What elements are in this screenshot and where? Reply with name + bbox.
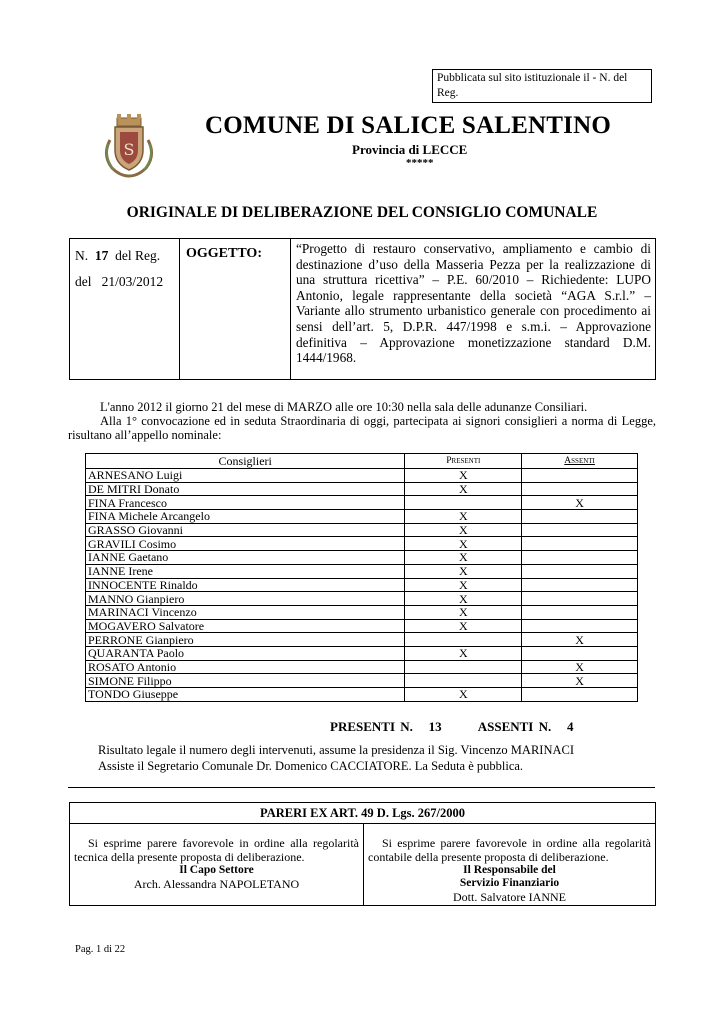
absent-mark bbox=[522, 619, 638, 633]
absent-mark: X bbox=[522, 660, 638, 674]
present-mark: X bbox=[405, 469, 522, 483]
present-mark: X bbox=[405, 523, 522, 537]
present-mark: X bbox=[405, 646, 522, 660]
technical-signer-title: Il Capo Settore bbox=[179, 864, 254, 876]
table-row bbox=[86, 482, 638, 496]
absent-mark bbox=[522, 605, 638, 619]
subject-label: OGGETTO: bbox=[186, 246, 262, 261]
table-row bbox=[86, 592, 638, 606]
date-value: 21/03/2012 bbox=[101, 274, 164, 289]
present-label: PRESENTI N. bbox=[330, 719, 413, 734]
councillor-name: FINA Francesco bbox=[86, 496, 405, 510]
province-line: Provincia di LECCE bbox=[352, 142, 468, 157]
councillor-name: GRAVILI Cosimo bbox=[86, 537, 405, 551]
present-mark bbox=[405, 660, 522, 674]
municipal-crest-icon bbox=[100, 110, 158, 178]
present-mark: X bbox=[405, 592, 522, 606]
table-row bbox=[86, 551, 638, 565]
header-presenti: Presenti bbox=[405, 454, 522, 469]
present-mark: X bbox=[405, 564, 522, 578]
absent-mark bbox=[522, 578, 638, 592]
table-row bbox=[86, 523, 638, 537]
table-row bbox=[86, 619, 638, 633]
table-row bbox=[86, 674, 638, 688]
absent-mark bbox=[522, 564, 638, 578]
technical-opinion-text: Si esprime parere favorevole in ordine alla regolarità tecnica della presente proposta di deliberazione. bbox=[74, 836, 359, 864]
number-prefix: N. bbox=[75, 248, 89, 263]
table-row bbox=[86, 469, 638, 483]
councillor-name: TONDO Giuseppe bbox=[86, 688, 405, 702]
document-title: ORIGINALE DI DELIBERAZIONE DEL CONSIGLIO COMUNALE bbox=[126, 204, 598, 221]
councillor-name: IANNE Gaetano bbox=[86, 551, 405, 565]
absent-mark bbox=[522, 551, 638, 565]
attendance-summary bbox=[330, 719, 574, 735]
table-row bbox=[86, 688, 638, 702]
councillor-name: FINA Michele Arcangelo bbox=[86, 510, 405, 524]
absent-mark: X bbox=[522, 633, 638, 647]
absent-mark bbox=[522, 592, 638, 606]
intro-line-1: L'anno 2012 il giorno 21 del mese di MARZO alle ore 10:30 nella sala delle adunanze Consiliari. bbox=[100, 400, 588, 414]
present-mark: X bbox=[405, 482, 522, 496]
present-mark: X bbox=[405, 605, 522, 619]
present-mark: X bbox=[405, 510, 522, 524]
present-mark bbox=[405, 674, 522, 688]
pareri-table bbox=[69, 802, 656, 906]
table-row bbox=[86, 578, 638, 592]
absent-mark bbox=[522, 469, 638, 483]
table-row bbox=[86, 646, 638, 660]
accounting-opinion-text: Si esprime parere favorevole in ordine alla regolarità contabile della presente proposta di deliberazione. bbox=[368, 836, 651, 864]
attendance-table bbox=[85, 453, 638, 702]
absent-count: 4 bbox=[567, 719, 574, 734]
registration-table bbox=[69, 238, 656, 380]
councillor-name: PERRONE Gianpiero bbox=[86, 633, 405, 647]
absent-mark bbox=[522, 510, 638, 524]
absent-mark: X bbox=[522, 674, 638, 688]
councillor-name: DE MITRI Donato bbox=[86, 482, 405, 496]
registration-date bbox=[75, 274, 163, 290]
table-row bbox=[86, 633, 638, 647]
table-row bbox=[86, 537, 638, 551]
header-assenti: Assenti bbox=[522, 454, 638, 469]
councillor-name: ROSATO Antonio bbox=[86, 660, 405, 674]
table-row bbox=[86, 564, 638, 578]
councillor-name: MOGAVERO Salvatore bbox=[86, 619, 405, 633]
registration-number bbox=[75, 248, 160, 264]
accounting-signer-name: Dott. Salvatore IANNE bbox=[453, 890, 566, 904]
councillor-name: GRASSO Giovanni bbox=[86, 523, 405, 537]
date-prefix: del bbox=[75, 274, 92, 289]
secretary-line: Assiste il Segretario Comunale Dr. Domenico CACCIATORE. La Seduta è pubblica. bbox=[98, 759, 524, 773]
header-consiglieri: Consiglieri bbox=[86, 454, 405, 469]
presidency-line: Risultato legale il numero degli intervenuti, assume la presidenza il Sig. Vincenzo MARINACI bbox=[98, 743, 575, 757]
svg-text:S: S bbox=[123, 140, 135, 159]
subject-text: “Progetto di restauro conservativo, ampliamento e cambio di destinazione d’uso della Masseria Pezza per la realizzazione di una struttura ricettiva” – P.E. 60/2010 – Richiedente: LUPO Antonio, legale rappresentante della società “AGA S.r.l.” – Variante allo strumento urbanistico generale con procedimento ai sensi dell’art. 5, D.P.R. 447/1998 e s.m.i. – Approvazione definitiva – Approvazione monetizzazione standard D.M. 1444/1968. bbox=[296, 241, 651, 366]
present-mark: X bbox=[405, 551, 522, 565]
pareri-technical bbox=[70, 823, 364, 905]
present-mark bbox=[405, 633, 522, 647]
absent-mark bbox=[522, 646, 638, 660]
absent-mark: X bbox=[522, 496, 638, 510]
registration-number-cell bbox=[70, 239, 180, 379]
present-mark: X bbox=[405, 537, 522, 551]
subject-label-cell bbox=[180, 239, 291, 379]
councillor-name: IANNE Irene bbox=[86, 564, 405, 578]
table-row bbox=[86, 496, 638, 510]
table-row bbox=[86, 510, 638, 524]
present-mark: X bbox=[405, 619, 522, 633]
pareri-accounting bbox=[364, 823, 655, 905]
accounting-signer-title-1: Il Responsabile del bbox=[463, 864, 556, 876]
number-value: 17 bbox=[94, 248, 109, 263]
absent-mark bbox=[522, 523, 638, 537]
councillor-name: ARNESANO Luigi bbox=[86, 469, 405, 483]
stars-separator: ***** bbox=[406, 157, 434, 169]
page-number: Pag. 1 di 22 bbox=[75, 944, 126, 955]
number-suffix: del Reg. bbox=[115, 248, 161, 263]
absent-mark bbox=[522, 688, 638, 702]
technical-signer-name: Arch. Alessandra NAPOLETANO bbox=[133, 877, 300, 891]
present-mark: X bbox=[405, 578, 522, 592]
present-mark: X bbox=[405, 688, 522, 702]
councillor-name: QUARANTA Paolo bbox=[86, 646, 405, 660]
councillor-name: SIMONE Filippo bbox=[86, 674, 405, 688]
councillor-name: MARINACI Vincenzo bbox=[86, 605, 405, 619]
table-row bbox=[86, 605, 638, 619]
intro-line-2: Alla 1° convocazione ed in seduta Straordinaria di oggi, partecipata ai signori consiglieri a norma di Legge, risultano all’appello nominale: bbox=[68, 414, 656, 442]
present-mark bbox=[405, 496, 522, 510]
present-count: 13 bbox=[428, 719, 442, 734]
absent-mark bbox=[522, 537, 638, 551]
pareri-header: PARERI EX ART. 49 D. Lgs. 267/2000 bbox=[70, 803, 655, 824]
table-row bbox=[86, 660, 638, 674]
absent-mark bbox=[522, 482, 638, 496]
publication-box: Pubblicata sul sito istituzionale il - N. del Reg. bbox=[432, 69, 652, 103]
councillor-name: MANNO Gianpiero bbox=[86, 592, 405, 606]
absent-label: ASSENTI N. bbox=[477, 719, 552, 734]
attendance-header-row bbox=[86, 454, 638, 469]
attendance-body bbox=[86, 469, 638, 702]
section-divider bbox=[68, 787, 655, 788]
municipality-title: COMUNE DI SALICE SALENTINO bbox=[205, 112, 611, 139]
accounting-signer-title-2: Servizio Finanziario bbox=[459, 877, 560, 889]
councillor-name: INNOCENTE Rinaldo bbox=[86, 578, 405, 592]
